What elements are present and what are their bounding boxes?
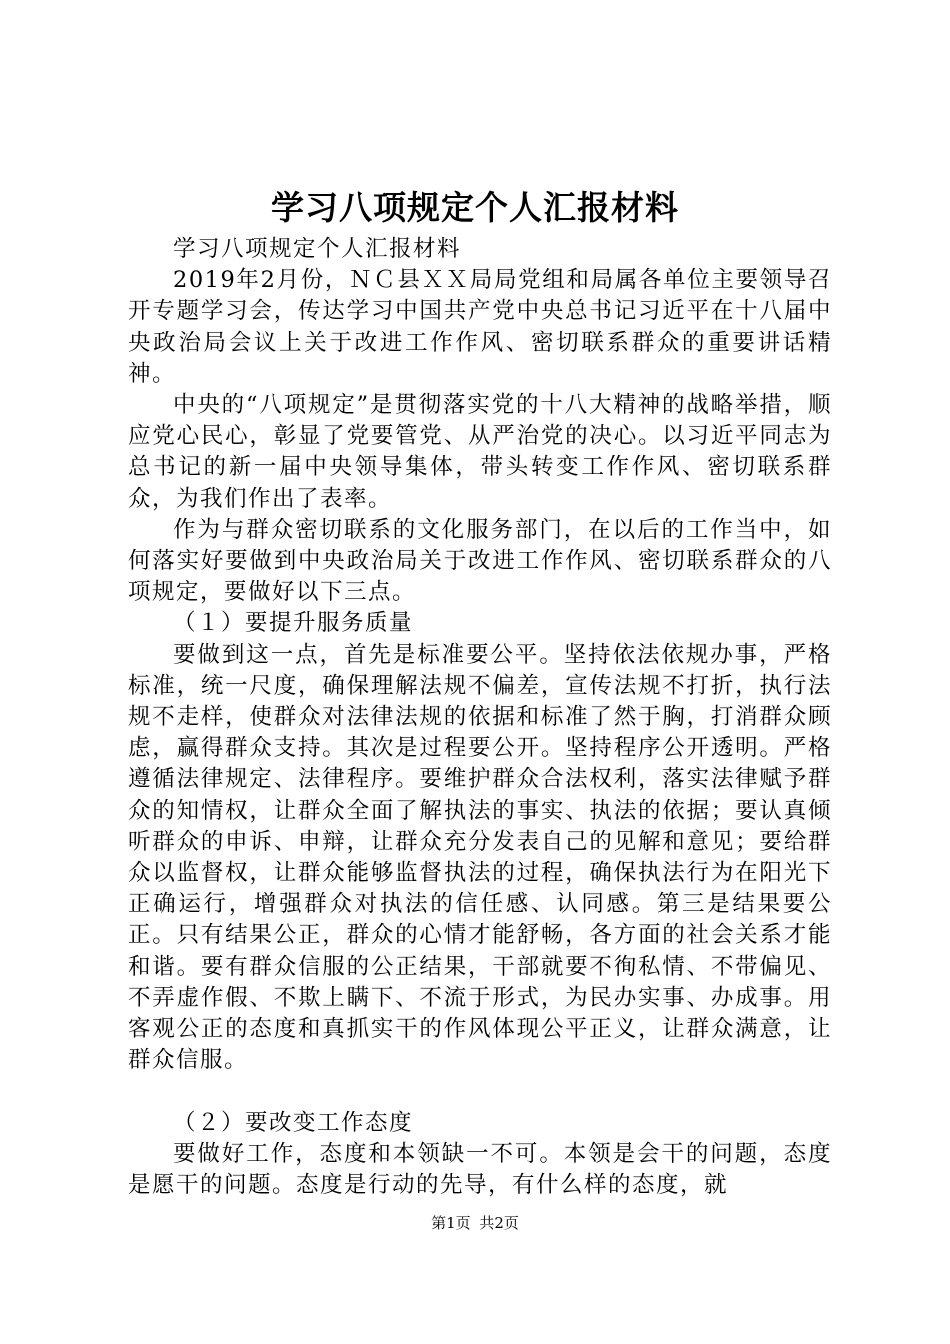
document-body [128, 234, 832, 1201]
page-footer: 第1页 共2页 [431, 1214, 519, 1232]
paragraph-subtitle: 学习八项规定个人汇报材料 [173, 236, 462, 262]
paragraph-eight-rules: 中央的“八项规定”是贯彻落实党的十八大精神的战略举措，顺应党心民心，彰显了党要管党、从严治党的决心。以习近平同志为总书记的新一届中央领导集体，带头转变工作作风、密切联系群众，为我们作出了表率。 [128, 392, 832, 512]
paragraph-intro: 2019年2月份，ＮＣ县ＸＸ局局党组和局属各单位主要领导召开专题学习会，传达学习中国共产党中央总书记习近平在十八届中央政治局会议上关于改进工作作风、密切联系群众的重要讲话精神。 [128, 267, 832, 387]
paragraph-three-points: 作为与群众密切联系的文化服务部门，在以后的工作当中，如何落实好要做到中央政治局关于改进工作作风、密切联系群众的八项规定，要做好以下三点。 [128, 516, 832, 606]
paragraph-service-quality: 要做到这一点，首先是标准要公平。坚持依法依规办事，严格标准，统一尺度，确保理解法规不偏差，宣传法规不打折，执行法规不走样，使群众对法律法规的依据和标准了然于胸，打消群众顾虑，赢得群众支持。其次是过程要公开。坚持程序公开透明。严格遵循法律规定、法律程序。要维护群众合法权利，落实法律赋予群众的知情权，让群众全面了解执法的事实、执法的依据；要认真倾听群众的申诉、申辩，让群众充分发表自己的见解和意见；要给群众以监督权，让群众能够监督执法的过程，确保执法行为在阳光下正确运行，增强群众对执法的信任感、认同感。第三是结果要公正。只有结果公正，群众的心情才能舒畅，各方面的社会关系才能和谐。要有群众信服的公正结果，干部就要不徇私情、不带偏见、不弄虚作假、不欺上瞒下、不流于形式，为民办实事、办成事。用客观公正的态度和真抓实干的作风体现公平正义，让群众满意，让群众信服。 [128, 641, 832, 1074]
section-heading-2: （２）要改变工作态度 [173, 1109, 414, 1136]
paragraph-work-attitude: 要做好工作，态度和本领缺一不可。本领是会干的问题，态度是愿干的问题。态度是行动的先导，有什么样的态度，就 [128, 1140, 832, 1199]
document-title: 学习八项规定个人汇报材料 [271, 188, 679, 227]
section-heading-1: （１）要提升服务质量 [173, 610, 414, 637]
